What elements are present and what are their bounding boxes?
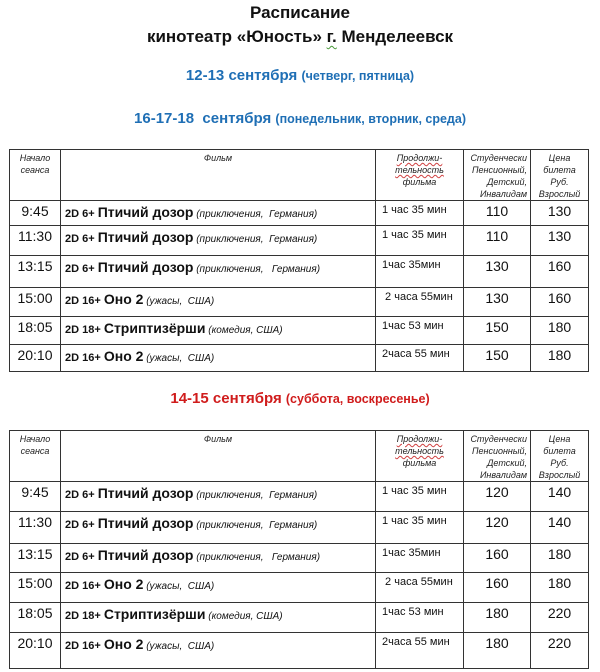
adult-price: 130	[531, 226, 589, 256]
reduced-price: 160	[464, 573, 531, 603]
adult-price: 220	[531, 603, 589, 633]
film-format-rating: 2D 6+	[65, 489, 98, 501]
reduced-price: 160	[464, 544, 531, 573]
heading-days: (суббота, воскресенье)	[285, 392, 430, 406]
session-time: 11:30	[10, 226, 61, 256]
film-duration: 2 часа 55мин	[376, 288, 464, 317]
film-title: Оно 2	[103, 348, 144, 364]
film-duration: 2 часа 55мин	[376, 573, 464, 603]
weekday-heading-2	[0, 110, 600, 127]
film-duration: 1 час 35 мин	[376, 482, 464, 512]
film-format-rating: 2D 18+	[65, 324, 104, 336]
adult-price: 180	[531, 544, 589, 573]
film-duration: 1час 53 мин	[376, 317, 464, 345]
film-format-rating: 2D 6+	[65, 208, 98, 220]
adult-price: 180	[531, 345, 589, 372]
session-time: 18:05	[10, 603, 61, 633]
film-duration: 2часа 55 мин	[376, 345, 464, 372]
film-genre-country: (комедия, США)	[205, 611, 283, 622]
table-row	[10, 256, 589, 288]
film-genre-country: (приключения, Германия)	[193, 209, 318, 220]
film-format-rating: 2D 6+	[65, 263, 98, 275]
session-time: 20:10	[10, 345, 61, 372]
film-cell	[61, 544, 376, 573]
table-row	[10, 317, 589, 345]
session-time: 13:15	[10, 544, 61, 573]
weekend-schedule-table	[9, 430, 589, 669]
session-time: 20:10	[10, 633, 61, 669]
session-time: 9:45	[10, 482, 61, 512]
reduced-price: 150	[464, 345, 531, 372]
reduced-price: 150	[464, 317, 531, 345]
table-row	[10, 482, 589, 512]
col-header-reduced-price: Студенчески Пенсионный, Детский, Инвалидам	[464, 150, 531, 201]
film-format-rating: 2D 16+	[65, 295, 104, 307]
film-cell	[61, 512, 376, 544]
film-duration: 1 час 35 мин	[376, 201, 464, 226]
table-header-row	[10, 431, 589, 482]
film-title: Птичий дозор	[97, 515, 194, 531]
film-title: Оно 2	[103, 636, 144, 652]
film-title: Оно 2	[103, 576, 144, 592]
session-time: 13:15	[10, 256, 61, 288]
col-header-reduced-price: Студенчески Пенсионный, Детский, Инвалидам	[464, 431, 531, 482]
film-cell	[61, 317, 376, 345]
film-title: Стриптизёрши	[103, 320, 206, 336]
film-duration: 1 час 35 мин	[376, 512, 464, 544]
reduced-price: 120	[464, 482, 531, 512]
reduced-price: 120	[464, 512, 531, 544]
table-row	[10, 345, 589, 372]
table-row	[10, 544, 589, 573]
table-row	[10, 201, 589, 226]
film-duration: 1час 35мин	[376, 256, 464, 288]
reduced-price: 180	[464, 633, 531, 669]
session-time: 18:05	[10, 317, 61, 345]
film-title: Оно 2	[103, 291, 144, 307]
film-format-rating: 2D 18+	[65, 610, 104, 622]
page-title: Расписание	[249, 3, 351, 22]
film-format-rating: 2D 16+	[65, 580, 104, 592]
reduced-price: 130	[464, 256, 531, 288]
col-header-film: Фильм	[61, 431, 376, 482]
film-title: Стриптизёрши	[103, 606, 206, 622]
film-cell	[61, 345, 376, 372]
film-format-rating: 2D 16+	[65, 640, 104, 652]
col-header-start: Начало сеанса	[10, 431, 61, 482]
adult-price: 140	[531, 482, 589, 512]
film-genre-country: (ужасы, США)	[143, 581, 215, 592]
adult-price: 180	[531, 573, 589, 603]
film-genre-country: (ужасы, США)	[143, 353, 215, 364]
film-duration: 2часа 55 мин	[376, 633, 464, 669]
heading-date: 16-17-18 сентября	[134, 110, 272, 127]
film-cell	[61, 201, 376, 226]
film-title: Птичий дозор	[97, 547, 194, 563]
table-row	[10, 633, 589, 669]
film-format-rating: 2D 6+	[65, 519, 98, 531]
film-format-rating: 2D 6+	[65, 551, 98, 563]
col-header-duration: Продолжи- тельность фильма	[376, 150, 464, 201]
film-format-rating: 2D 16+	[65, 352, 104, 364]
film-title: Птичий дозор	[97, 485, 194, 501]
adult-price: 160	[531, 256, 589, 288]
weekday-heading-1	[0, 67, 600, 84]
film-duration: 1час 35мин	[376, 544, 464, 573]
film-cell	[61, 633, 376, 669]
film-title: Птичий дозор	[97, 204, 194, 220]
adult-price: 220	[531, 633, 589, 669]
heading-date: 14-15 сентября	[170, 390, 282, 407]
session-time: 9:45	[10, 201, 61, 226]
reduced-price: 180	[464, 603, 531, 633]
session-time: 15:00	[10, 573, 61, 603]
subtitle-cinema: кинотеатр «Юность»	[146, 27, 327, 46]
adult-price: 140	[531, 512, 589, 544]
table-row	[10, 603, 589, 633]
session-time: 15:00	[10, 288, 61, 317]
col-header-film: Фильм	[61, 150, 376, 201]
film-duration: 1 час 35 мин	[376, 226, 464, 256]
reduced-price: 110	[464, 201, 531, 226]
adult-price: 130	[531, 201, 589, 226]
film-cell	[61, 573, 376, 603]
film-cell	[61, 256, 376, 288]
table-row	[10, 573, 589, 603]
film-genre-country: (приключения, Германия)	[193, 264, 321, 275]
film-title: Птичий дозор	[97, 259, 194, 275]
film-cell	[61, 226, 376, 256]
film-genre-country: (приключения, Германия)	[193, 234, 318, 245]
col-header-adult-price: Цена билета Руб. Взрослый	[531, 431, 589, 482]
film-duration: 1час 53 мин	[376, 603, 464, 633]
heading-date: 12-13 сентября	[185, 67, 298, 84]
film-cell	[61, 288, 376, 317]
subtitle-city: Менделеевск	[336, 27, 454, 46]
weekend-heading	[0, 390, 600, 407]
film-format-rating: 2D 6+	[65, 233, 98, 245]
col-header-adult-price: Цена билета Руб. Взрослый	[531, 150, 589, 201]
cinema-subtitle	[0, 27, 600, 47]
film-genre-country: (комедия, США)	[205, 325, 283, 336]
table-row	[10, 226, 589, 256]
weekday-schedule-table	[9, 149, 589, 372]
subtitle-city-prefix: г.	[326, 27, 337, 46]
film-genre-country: (ужасы, США)	[143, 641, 215, 652]
col-header-duration: Продолжи- тельность фильма	[376, 431, 464, 482]
col-header-start: Начало сеанса	[10, 150, 61, 201]
film-cell	[61, 482, 376, 512]
table-header-row	[10, 150, 589, 201]
film-genre-country: (приключения, Германия)	[193, 552, 321, 563]
film-genre-country: (приключения, Германия)	[193, 490, 318, 501]
film-genre-country: (ужасы, США)	[143, 296, 215, 307]
heading-days: (понедельник, вторник, среда)	[275, 112, 466, 126]
film-title: Птичий дозор	[97, 229, 194, 245]
session-time: 11:30	[10, 512, 61, 544]
film-cell	[61, 603, 376, 633]
reduced-price: 110	[464, 226, 531, 256]
adult-price: 180	[531, 317, 589, 345]
reduced-price: 130	[464, 288, 531, 317]
film-genre-country: (приключения, Германия)	[193, 520, 318, 531]
adult-price: 160	[531, 288, 589, 317]
table-row	[10, 288, 589, 317]
heading-days: (четверг, пятница)	[301, 69, 415, 83]
table-row	[10, 512, 589, 544]
